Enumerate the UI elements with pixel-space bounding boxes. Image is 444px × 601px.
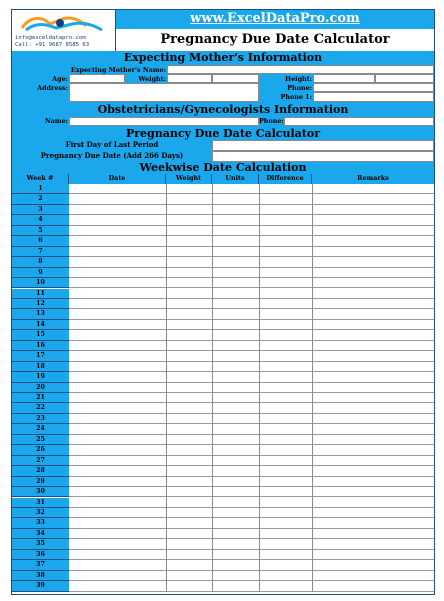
col-weight: Weight [166,174,212,184]
table-row[interactable] [69,341,434,351]
table-row[interactable] [69,393,434,403]
phone1-input[interactable] [313,92,434,102]
col-units: Units [212,174,259,184]
column-divider [312,184,313,592]
week-number: 3 [12,205,69,215]
week-number: 10 [12,278,69,288]
doctor-section-heading: Obstetricians/Gynecologists Information [12,103,434,116]
week-number: 19 [12,372,69,382]
mother-name-input[interactable] [167,65,434,74]
calculator-form [11,9,435,595]
height-label: Height: [285,75,312,83]
calculator-section-heading: Pregnancy Due Date Calculator [12,127,434,140]
table-row[interactable] [69,581,434,591]
week-number: 35 [12,539,69,549]
doctor-name-input[interactable] [69,117,259,126]
phone-label: Phone: [287,84,312,92]
week-number: 21 [12,393,69,403]
week-number: 11 [12,289,69,299]
table-row[interactable] [69,362,434,372]
table-row[interactable] [69,550,434,560]
address-input[interactable] [69,83,259,102]
week-number: 8 [12,257,69,267]
table-row[interactable] [69,414,434,424]
weight-label: Weight: [138,75,166,83]
table-row[interactable] [69,351,434,361]
phone1-label: Phone 1: [280,93,312,101]
table-row[interactable] [69,529,434,539]
week-number: 26 [12,445,69,455]
site-link[interactable]: www.ExcelDataPro.com [190,11,360,26]
mother-section-heading: Expecting Mother's Information [12,51,434,64]
weight-input[interactable] [167,74,212,83]
week-number: 5 [12,226,69,236]
week-number: 34 [12,529,69,539]
table-row[interactable] [69,226,434,236]
table-row[interactable] [69,477,434,487]
week-number: 15 [12,330,69,340]
age-input[interactable] [69,74,125,83]
doctor-name-label: Name: [44,117,68,125]
mother-name-label: Expecting Mother's Name: [70,66,166,74]
table-row[interactable] [69,205,434,215]
week-number: 2 [12,194,69,204]
table-row[interactable] [69,424,434,434]
week-number: 23 [12,414,69,424]
logo [12,10,116,51]
weekwise-section-heading: Weekwise Date Calculation [12,162,434,174]
col-difference: Difference [259,174,312,184]
table-row[interactable] [69,372,434,382]
week-number: 14 [12,320,69,330]
week-number: 13 [12,309,69,319]
table-row[interactable] [69,257,434,267]
week-number: 29 [12,477,69,487]
table-row[interactable] [69,299,434,309]
week-number: 24 [12,424,69,434]
due-date-label: Pregnancy Due Date (Add 266 Days) [40,151,184,160]
height-unit-input[interactable] [375,74,434,83]
week-number: 27 [12,456,69,466]
week-number: 12 [12,299,69,309]
table-row[interactable] [69,184,434,194]
handshake-logo-icon [16,12,108,34]
col-week: Week # [12,174,69,184]
table-row[interactable] [69,236,434,246]
logo-email: info@exceldatapro.com [15,35,86,41]
week-number: 38 [12,571,69,581]
first-day-input[interactable] [212,140,434,151]
table-row[interactable] [69,309,434,319]
week-number: 20 [12,383,69,393]
logo-phone: Call: +91 9687 8585 63 [15,42,90,48]
table-row[interactable] [69,466,434,476]
age-label: Age: [52,75,68,83]
table-row[interactable] [69,330,434,340]
column-divider [212,184,213,592]
table-row[interactable] [69,539,434,549]
table-row[interactable] [69,518,434,528]
week-number: 36 [12,550,69,560]
table-row[interactable] [69,435,434,445]
week-number: 16 [12,341,69,351]
table-row[interactable] [69,215,434,225]
table-row[interactable] [69,194,434,204]
title-bar [116,29,434,51]
table-row[interactable] [69,498,434,508]
week-number: 32 [12,508,69,518]
table-row[interactable] [69,383,434,393]
week-number: 22 [12,403,69,413]
doctor-phone-input[interactable] [284,117,434,126]
table-row[interactable] [69,320,434,330]
week-number: 37 [12,560,69,570]
week-number: 39 [12,581,69,591]
week-number: 18 [12,362,69,372]
table-row[interactable] [69,278,434,288]
col-remarks: Remarks [357,174,389,182]
week-number: 9 [12,268,69,278]
table-row[interactable] [69,268,434,278]
week-number: 1 [12,184,69,194]
week-number: 6 [12,236,69,246]
page-title: Pregnancy Due Date Calculator [160,32,390,47]
phone-input[interactable] [313,83,434,92]
header [12,10,434,51]
column-divider [166,184,167,592]
weight-unit-input[interactable] [212,74,259,83]
col-date: Date [69,174,166,184]
week-number: 28 [12,466,69,476]
column-divider [259,184,260,592]
week-number: 31 [12,498,69,508]
doctor-phone-label: Phone: [259,117,284,125]
week-number: 7 [12,247,69,257]
height-input[interactable] [313,74,375,83]
table-row[interactable] [69,247,434,257]
week-number: 25 [12,435,69,445]
first-day-label: First Day of Last Period [65,140,159,149]
table-row[interactable] [69,289,434,299]
table-row[interactable] [69,487,434,497]
address-label: Address: [37,84,68,92]
week-number: 33 [12,518,69,528]
site-banner [116,10,434,29]
table-row[interactable] [69,571,434,581]
week-number: 4 [12,215,69,225]
table-row[interactable] [69,445,434,455]
table-row[interactable] [69,403,434,413]
table-row[interactable] [69,456,434,466]
table-row[interactable] [69,560,434,570]
table-row[interactable] [69,508,434,518]
week-number: 30 [12,487,69,497]
week-number: 17 [12,351,69,361]
